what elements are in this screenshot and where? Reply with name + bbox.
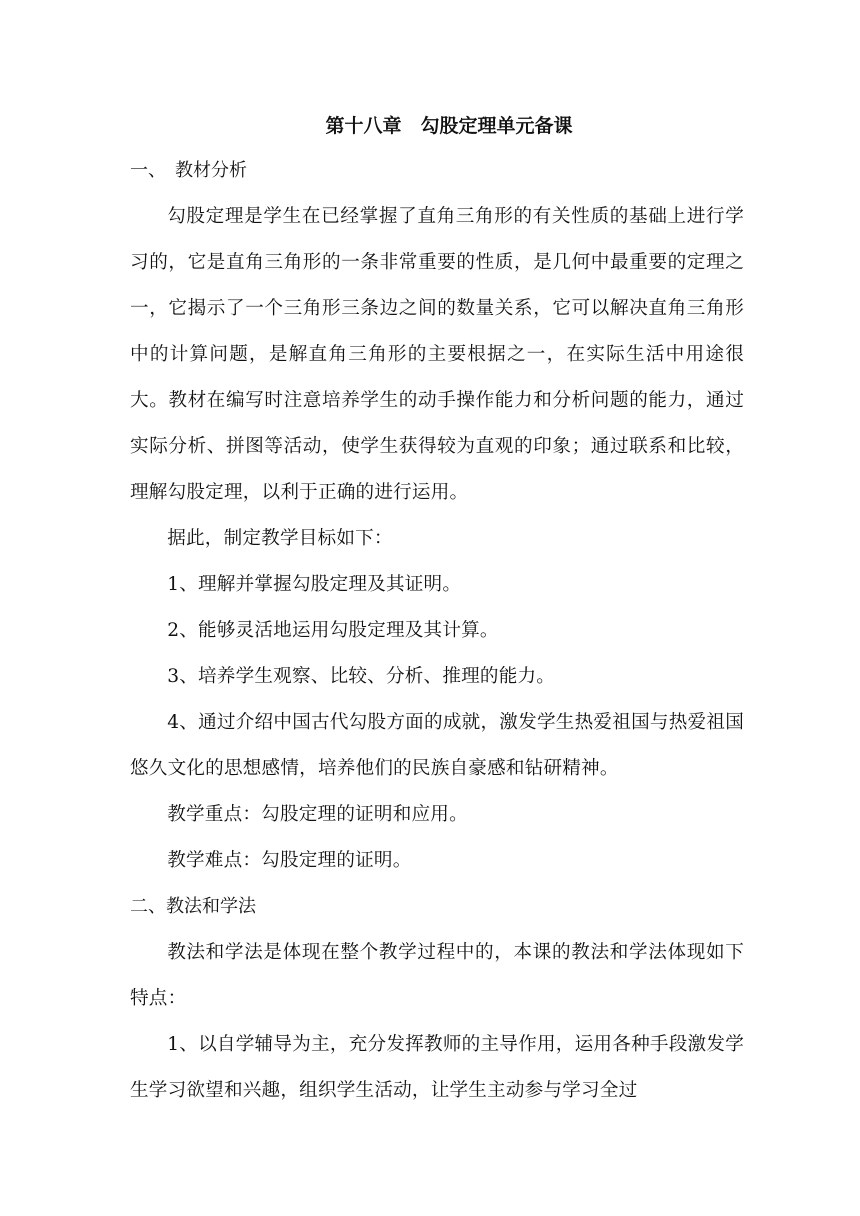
section-heading-materials: 一、 教材分析 [130,160,247,181]
method-item: 1、以自学辅导为主，充分发挥教师的主导作用，运用各种手段激发学生学习欲望和兴趣，组织学生活动，让学生主动参与学习全过 [130,1034,744,1101]
section-heading-methods: 二、教法和学法 [130,896,256,917]
goal-item: 2、能够灵活地运用勾股定理及其计算。 [167,620,499,641]
goals-intro: 据此，制定教学目标如下： [167,528,393,549]
methods-paragraph: 教法和学法是体现在整个教学过程中的，本课的教法和学法体现如下特点： [130,942,744,1009]
materials-analysis-paragraph: 勾股定理是学生在已经掌握了直角三角形的有关性质的基础上进行学习的，它是直角三角形的一条非常重要的性质，是几何中最重要的定理之一，它揭示了一个三角形三条边之间的数量关系，它可以解决直角三角形中的计算问题，是解直角三角形的主要根据之一，在实际生活中用途很大。教材在编写时注意培养学生的动手操作能力和分析问题的能力，通过实际分析、拼图等活动，使学生获得较为直观的印象；通过联系和比较，理解勾股定理，以利于正确的进行运用。 [130,206,744,503]
document-title: 第十八章 勾股定理单元备课 [325,115,573,137]
goal-item: 3、培养学生观察、比较、分析、推理的能力。 [167,666,556,687]
goal-item: 1、理解并掌握勾股定理及其证明。 [167,574,462,595]
difficult-point: 教学难点：勾股定理的证明。 [167,850,412,871]
key-point: 教学重点：勾股定理的证明和应用。 [167,804,468,825]
document-body [130,104,744,1114]
goal-item: 4、通过介绍中国古代勾股方面的成就，激发学生热爱祖国与热爱祖国悠久文化的思想感情，培养他们的民族自豪感和钻研精神。 [130,712,744,779]
